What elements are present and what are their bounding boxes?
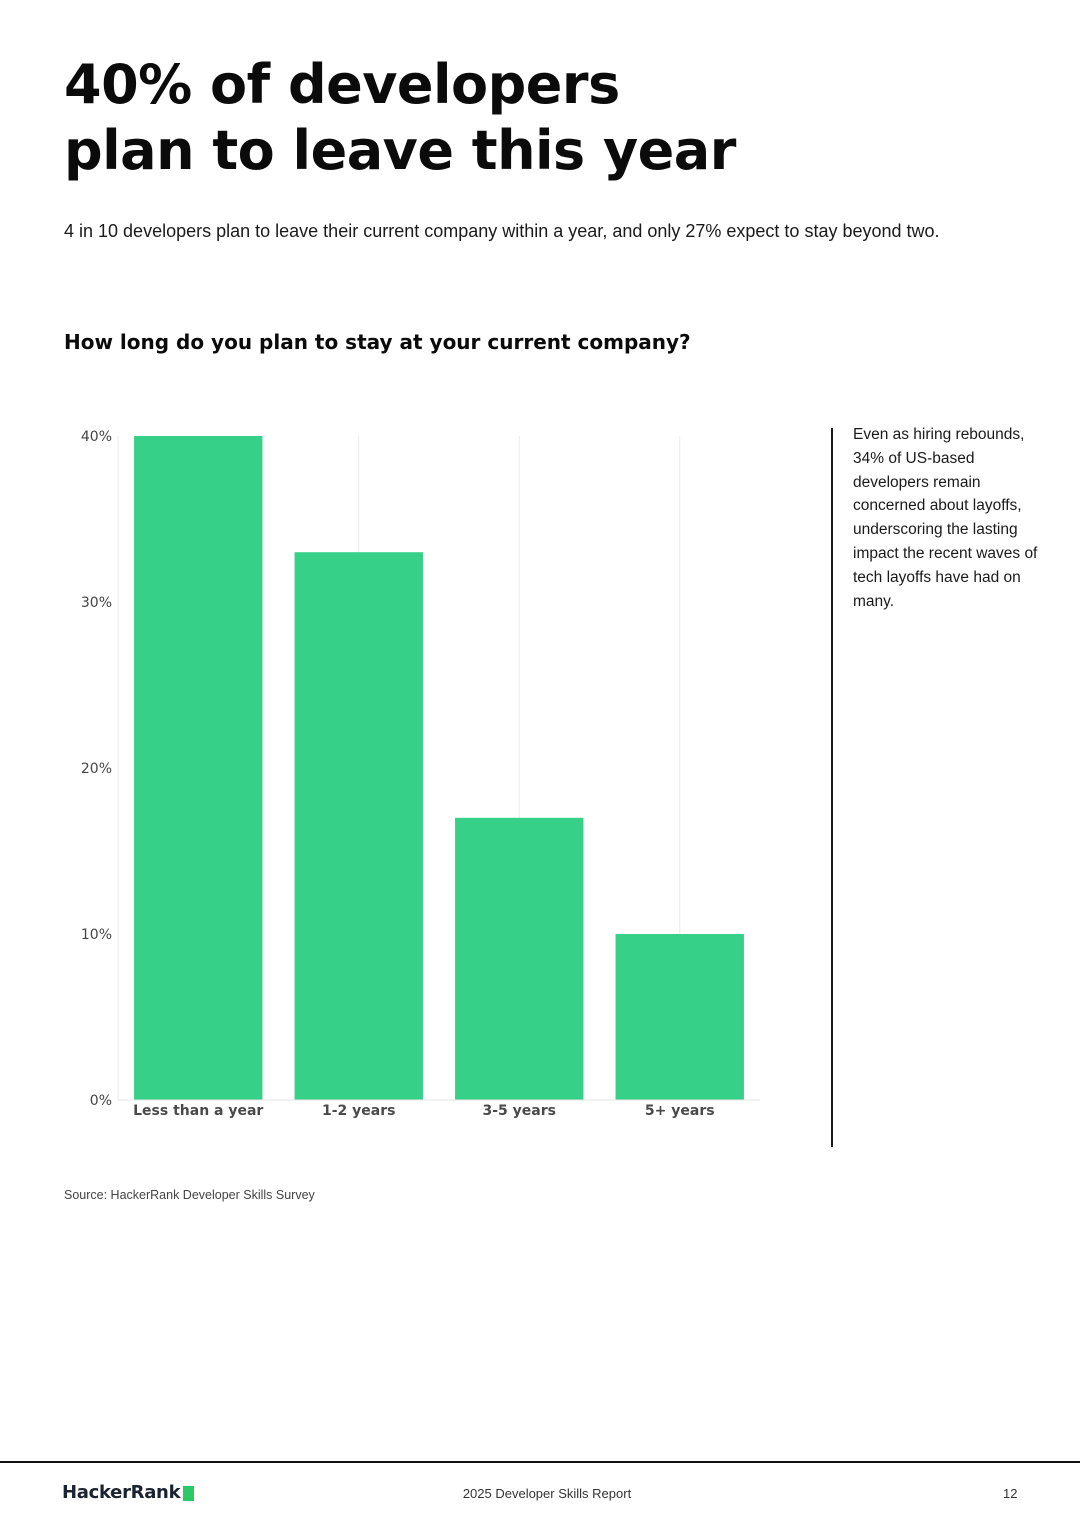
report-title: 2025 Developer Skills Report — [462, 1486, 632, 1501]
x-category-label: 5+ years — [644, 1103, 715, 1119]
bar-3 — [455, 818, 583, 1100]
bar-1 — [134, 436, 262, 1100]
x-category-label: 3-5 years — [482, 1103, 556, 1119]
y-tick-label: 0% — [89, 1093, 112, 1109]
brand-name: HackerRank — [62, 1482, 181, 1503]
callout-text: Even as hiring rebounds, 34% of US-based developers remain concerned about layoffs, underscoring the lasting impact the recent waves of tech layoffs have had on many. — [853, 426, 1038, 610]
y-tick-label: 20% — [80, 761, 112, 777]
callout-divider — [831, 428, 833, 1147]
x-category-label: 1-2 years — [322, 1103, 396, 1119]
footer-divider — [0, 1461, 1080, 1463]
source-note: Source: HackerRank Developer Skills Survey — [64, 1188, 315, 1202]
x-category-label: Less than a year — [133, 1103, 264, 1119]
bar-chart — [60, 420, 780, 1140]
page-headline — [64, 52, 964, 184]
chart-title: How long do you plan to stay at your current company? — [64, 330, 691, 354]
page-number: 12 — [1003, 1486, 1018, 1501]
page-subtitle: 4 in 10 developers plan to leave their current company within a year, and only 27% expect to stay beyond two. — [64, 221, 940, 241]
y-tick-label: 30% — [80, 595, 112, 611]
headline-line-2: plan to leave this year — [64, 119, 736, 182]
bar-2 — [295, 552, 423, 1100]
y-tick-label: 10% — [80, 927, 112, 943]
headline-line-1: 40% of developers — [64, 53, 620, 116]
bar-4 — [616, 934, 744, 1100]
y-tick-label: 40% — [80, 429, 112, 445]
